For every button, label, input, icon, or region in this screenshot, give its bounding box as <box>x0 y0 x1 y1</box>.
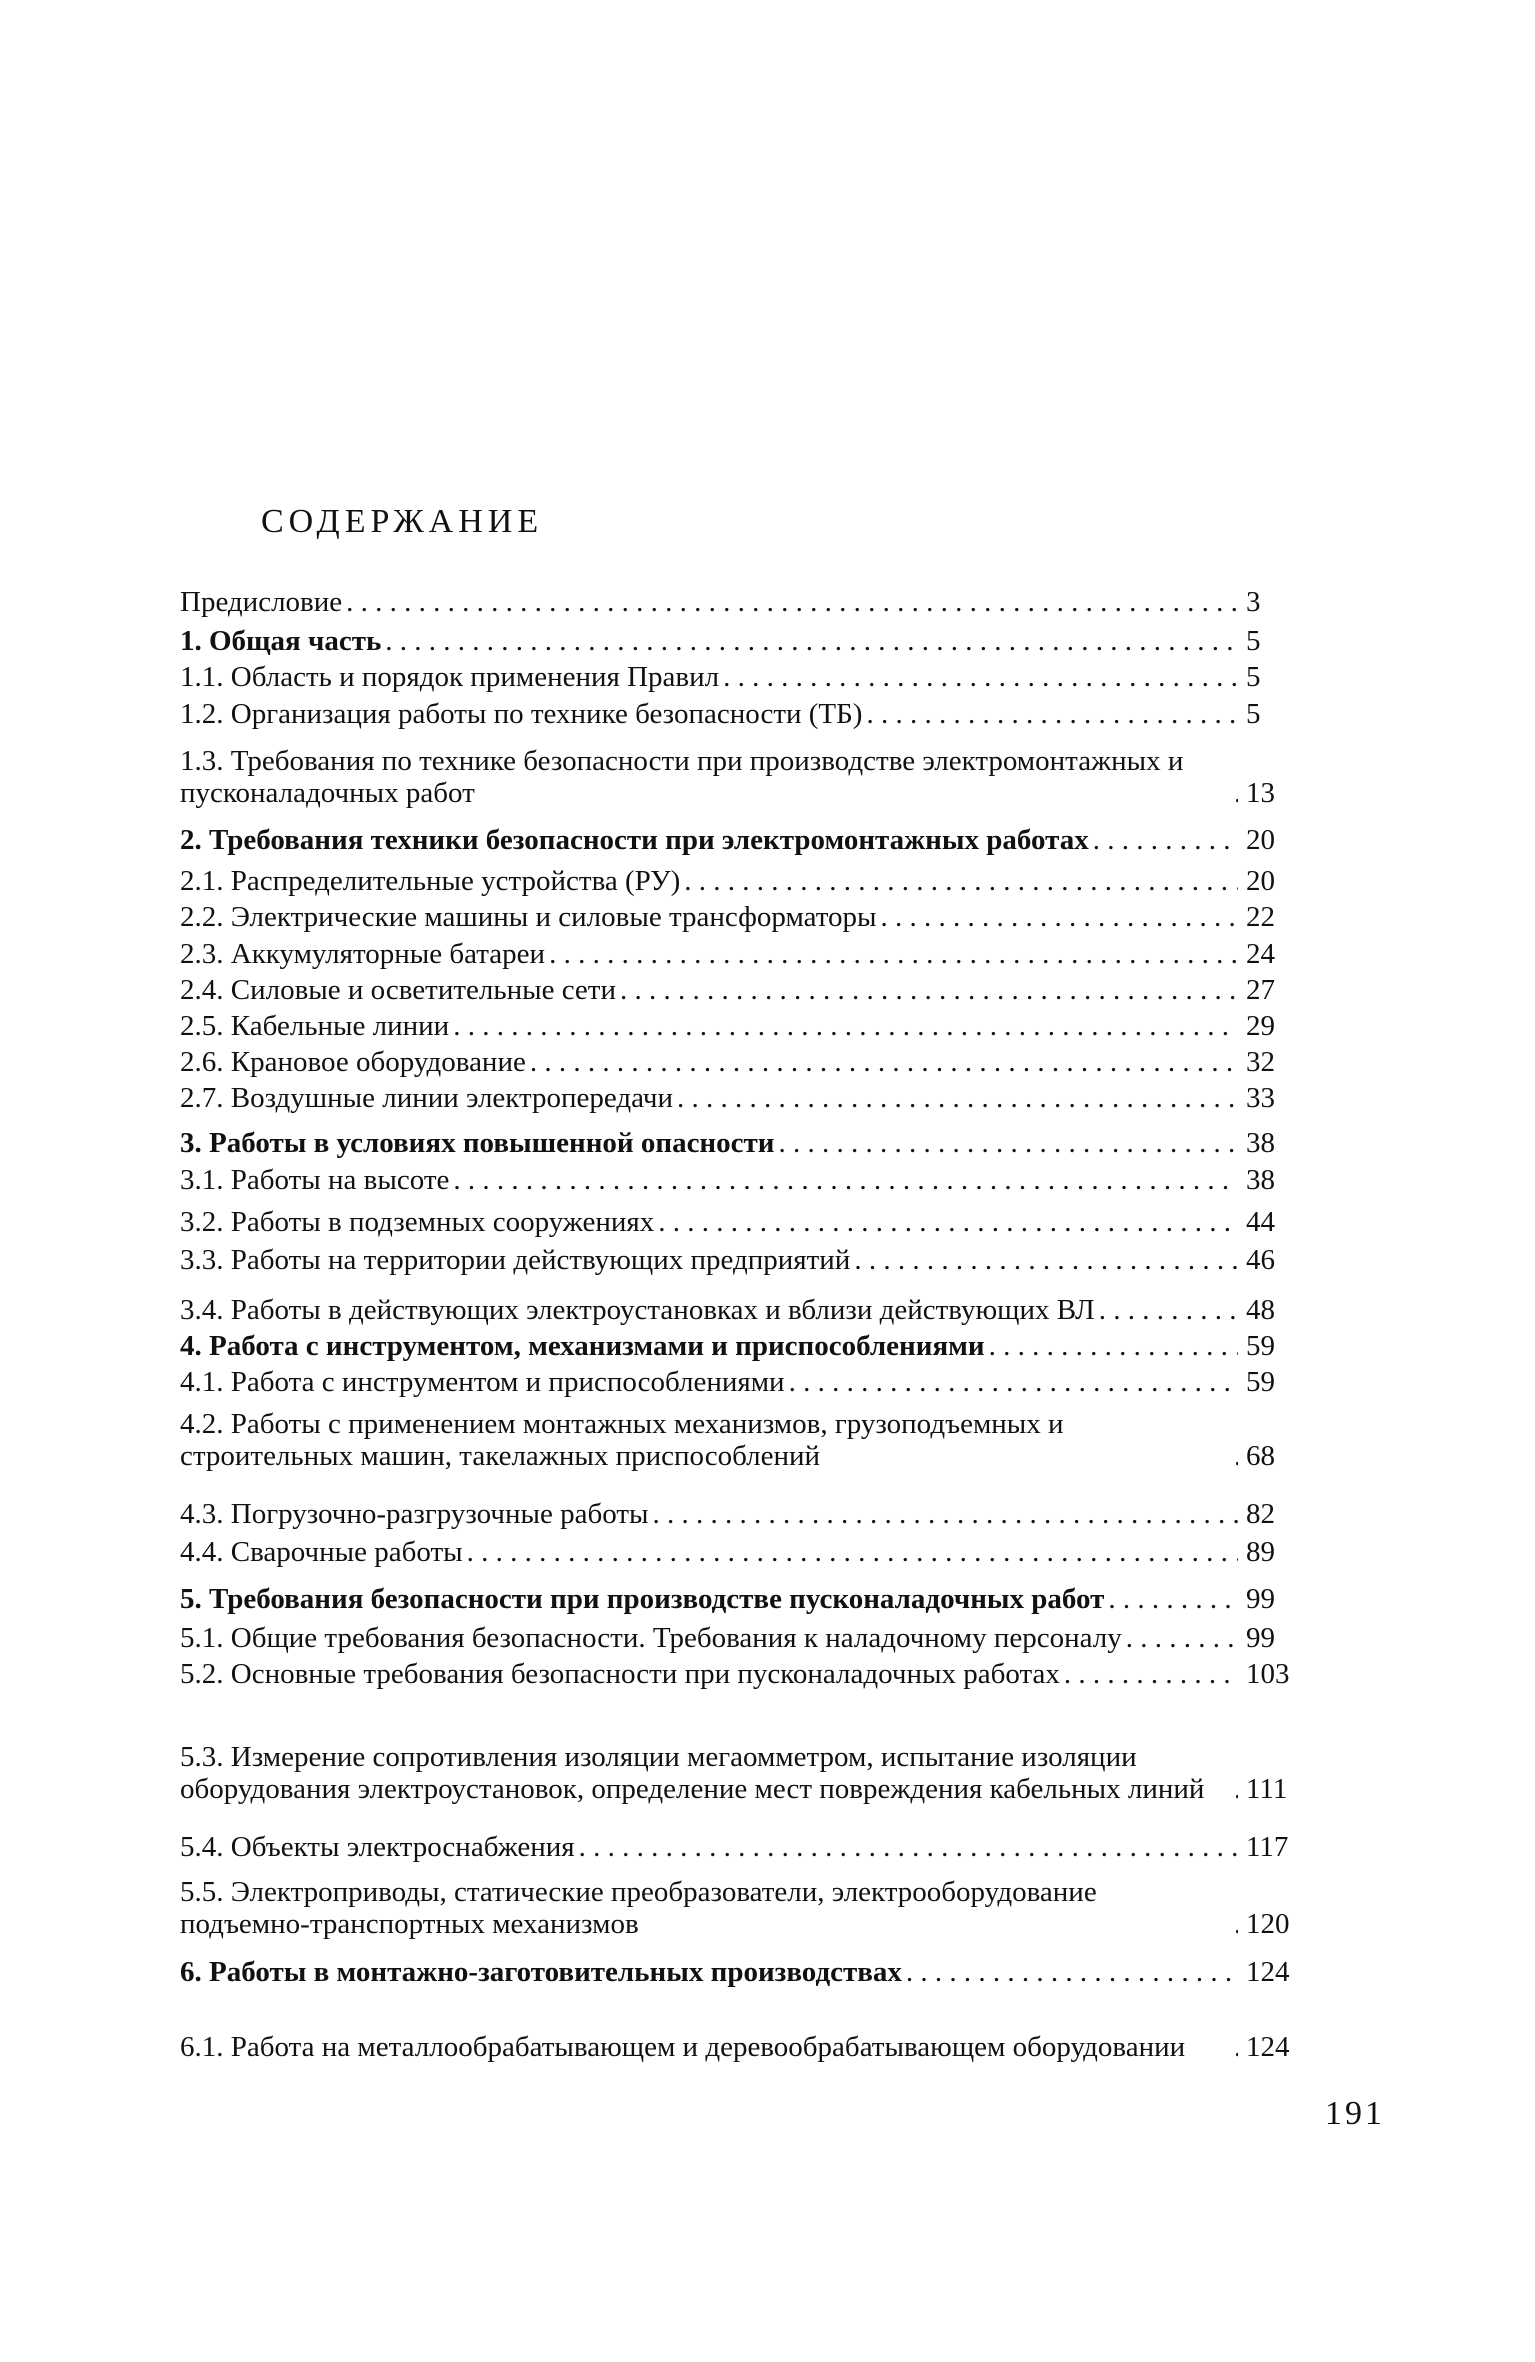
toc-entry-title: 3.3. Работы на территории действующих предприятий <box>180 1244 851 1276</box>
toc-entry-title: 1. Общая часть <box>180 625 382 657</box>
toc-entry-page: 68 <box>1246 1440 1275 1472</box>
toc-entry-page: 24 <box>1246 938 1275 970</box>
toc-entry <box>180 1322 1298 1362</box>
toc-entry-page: 20 <box>1246 865 1275 897</box>
toc-entry <box>180 1823 1298 1863</box>
toc-entry-title: 2. Требования техники безопасности при электромонтажных работах <box>180 824 1089 856</box>
dot-leader <box>579 1831 1238 1863</box>
dot-leader <box>658 1206 1238 1238</box>
toc-entry <box>180 1074 1298 1114</box>
toc-entry-title: 3.4. Работы в действующих электроустановках и вблизи действующих ВЛ <box>180 1294 1095 1326</box>
dot-leader <box>723 661 1238 693</box>
toc-entry-title: 4.4. Сварочные работы <box>180 1536 463 1568</box>
toc-entry <box>180 1398 1298 1472</box>
toc-entry <box>180 816 1298 856</box>
dot-leader <box>906 1956 1238 1988</box>
toc-entry <box>180 653 1298 693</box>
toc-entry-page: 99 <box>1246 1622 1275 1654</box>
toc-entry <box>180 1286 1298 1326</box>
toc-entry-page: 38 <box>1246 1164 1275 1196</box>
toc-entry-title: 1.1. Область и порядок применения Правил <box>180 661 720 693</box>
dot-leader <box>1234 1440 1238 1472</box>
toc-entry-page: 82 <box>1246 1498 1275 1530</box>
toc-entry <box>180 735 1298 809</box>
toc-entry-title: 2.5. Кабельные линии <box>180 1010 450 1042</box>
toc-entry <box>180 1490 1298 1530</box>
toc-entry-title: 5.2. Основные требования безопасности при пусконаладочных работах <box>180 1658 1060 1690</box>
toc-entry-page: 29 <box>1246 1010 1275 1042</box>
toc-entry <box>180 1119 1298 1159</box>
toc-entry-page: 22 <box>1246 901 1275 933</box>
dot-leader <box>881 901 1239 933</box>
toc-entry-page: 89 <box>1246 1536 1275 1568</box>
toc-entry-page: 27 <box>1246 974 1275 1006</box>
toc-entry-page: 103 <box>1246 1658 1290 1690</box>
dot-leader <box>854 1244 1238 1276</box>
dot-leader <box>866 698 1238 730</box>
toc-entry <box>180 1614 1298 1654</box>
toc-entry-title: 5.1. Общие требования безопасности. Требования к наладочному персоналу <box>180 1622 1122 1654</box>
toc-entry-page: 59 <box>1246 1330 1275 1362</box>
toc-entry-page: 3 <box>1246 586 1261 618</box>
toc-entry-title: 6. Работы в монтажно-заготовительных производствах <box>180 1956 902 1988</box>
toc-entry-title: 2.4. Силовые и осветительные сети <box>180 974 616 1006</box>
toc-entry <box>180 1866 1298 1940</box>
toc-entry <box>180 1156 1298 1196</box>
toc-entry <box>180 930 1298 970</box>
toc-entry <box>180 966 1298 1006</box>
toc-entry <box>180 1948 1298 1988</box>
toc-entry-page: 5 <box>1246 661 1261 693</box>
toc-entry-title: Предисловие <box>180 586 343 618</box>
toc-entry <box>180 1695 1298 1805</box>
contents-title: СОДЕРЖАНИЕ <box>261 503 544 540</box>
toc-entry-title: 4.3. Погрузочно-разгрузочные работы <box>180 1498 649 1530</box>
toc-entry-title: 1.2. Организация работы по технике безопасности (ТБ) <box>180 698 863 730</box>
toc-entry-title: 2.6. Крановое оборудование <box>180 1046 526 1078</box>
dot-leader <box>778 1127 1238 1159</box>
toc-entry <box>180 1528 1298 1568</box>
toc-entry-page: 13 <box>1246 777 1275 809</box>
toc-entry-page: 46 <box>1246 1244 1275 1276</box>
toc-entry-title: 3.2. Работы в подземных сооружениях <box>180 1206 655 1238</box>
dot-leader <box>789 1366 1238 1398</box>
toc-entry-page: 44 <box>1246 1206 1275 1238</box>
toc-entry-title: 4. Работа с инструментом, механизмами и приспособлениями <box>180 1330 985 1362</box>
dot-leader <box>1108 1583 1238 1615</box>
dot-leader <box>1234 2031 1238 2063</box>
toc-entry-page: 5 <box>1246 625 1261 657</box>
toc-entry-title: 5.5. Электроприводы, статические преобразователи, электрооборудование подъемно-транспортных механизмов <box>180 1876 1097 1940</box>
dot-leader <box>653 1498 1239 1530</box>
toc-entry-page: 38 <box>1246 1127 1275 1159</box>
toc-entry <box>180 1038 1298 1078</box>
dot-leader <box>346 586 1238 618</box>
toc-entry <box>180 1650 1298 1690</box>
toc-entry <box>180 578 1298 618</box>
toc-entry <box>180 690 1298 730</box>
toc-entry-page: 59 <box>1246 1366 1275 1398</box>
toc-entry-page: 5 <box>1246 698 1261 730</box>
toc-entry-page: 33 <box>1246 1082 1275 1114</box>
toc-entry-title: 2.3. Аккумуляторные батареи <box>180 938 546 970</box>
toc-entry-page: 117 <box>1246 1831 1289 1863</box>
toc-entry <box>180 857 1298 897</box>
toc-entry-title: 1.3. Требования по технике безопасности при производстве электромонтажных и пусконаладочных работ <box>180 745 1184 809</box>
toc-entry-title: 5. Требования безопасности при производстве пусконаладочных работ <box>180 1583 1105 1615</box>
toc-entry-page: 124 <box>1246 1956 1290 1988</box>
toc-entry-title: 6.1. Работа на металлообрабатывающем и деревообрабатывающем оборудовании <box>180 2031 1186 2063</box>
toc-entry-page: 32 <box>1246 1046 1275 1078</box>
toc-entry-title: 2.7. Воздушные линии электропередачи <box>180 1082 673 1114</box>
toc-entry <box>180 617 1298 657</box>
page-number: 191 <box>1325 2095 1385 2132</box>
toc-entry-page: 20 <box>1246 824 1275 856</box>
dot-leader <box>1064 1658 1238 1690</box>
toc-entry-title: 5.3. Измерение сопротивления изоляции мегаомметром, испытание изоляции оборудования электроустановок, определение мест повреждения кабельных линий <box>180 1741 1205 1805</box>
dot-leader <box>1234 777 1238 809</box>
toc-entry <box>180 1575 1298 1615</box>
toc-entry <box>180 1236 1298 1276</box>
toc-entry-title: 3. Работы в условиях повышенной опасности <box>180 1127 775 1159</box>
toc-entry-title: 4.2. Работы с применением монтажных механизмов, грузоподъемных и строительных машин, такелажных приспособлений <box>180 1408 1064 1472</box>
toc-entry-page: 48 <box>1246 1294 1275 1326</box>
toc-entry <box>180 1358 1298 1398</box>
toc-entry-page: 99 <box>1246 1583 1275 1615</box>
dot-leader <box>1234 1908 1238 1940</box>
toc-entry <box>180 1198 1298 1238</box>
toc-entry-page: 111 <box>1246 1773 1288 1805</box>
dot-leader <box>1234 1773 1238 1805</box>
toc-entry-title: 4.1. Работа с инструментом и приспособлениями <box>180 1366 785 1398</box>
dot-leader <box>677 1082 1238 1114</box>
toc-entry <box>180 1002 1298 1042</box>
toc-entry-title: 2.2. Электрические машины и силовые трансформаторы <box>180 901 877 933</box>
dot-leader <box>467 1536 1238 1568</box>
toc-entry <box>180 1989 1298 2063</box>
toc-entry-title: 5.4. Объекты электроснабжения <box>180 1831 575 1863</box>
toc-entry-page: 124 <box>1246 2031 1290 2063</box>
dot-leader <box>453 1164 1238 1196</box>
toc-entry-page: 120 <box>1246 1908 1290 1940</box>
dot-leader <box>1093 824 1238 856</box>
toc-entry-title: 3.1. Работы на высоте <box>180 1164 450 1196</box>
toc-entry <box>180 893 1298 933</box>
toc-entry-title: 2.1. Распределительные устройства (РУ) <box>180 865 681 897</box>
